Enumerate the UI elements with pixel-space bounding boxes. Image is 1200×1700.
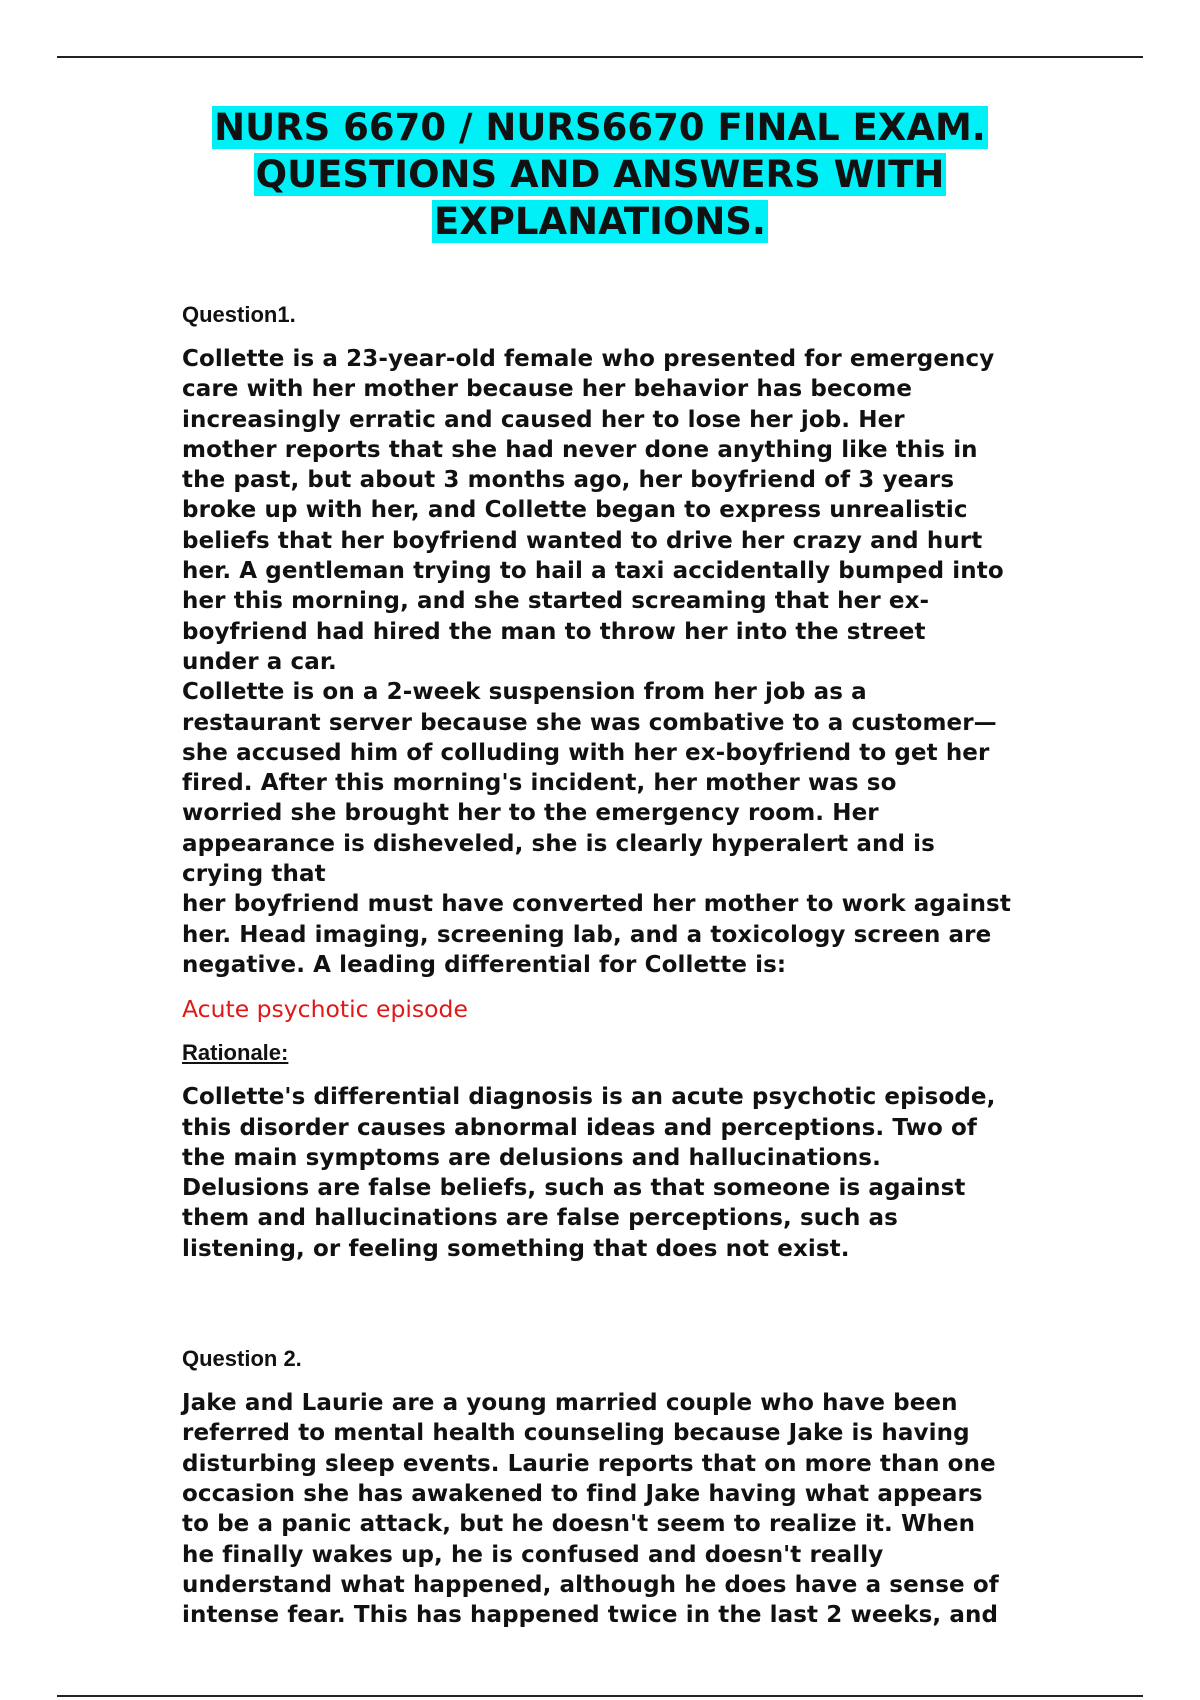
question-1-stem-part-2: Collette is on a 2-week suspension from her job as a restaurant server because she was combative to a customer— she accused him of colluding with her ex-boyfriend to get her fired. After this morning's incident, her mother was so worried she brought her to the emergency room. Her appearance is disheveled, she is clearly hyperalert and is crying that bbox=[182, 679, 997, 888]
question-1-label: Question1. bbox=[182, 302, 296, 327]
question-1-rationale: Collette's differential diagnosis is an acute psychotic episode, this disorder causes abnormal ideas and perceptions. Two of the main symptoms are delusions and hallucinations. Delusions are false beliefs, such as that someone is against them and hallucinations are false perceptions, such as listening, or feeling something that does not exist. bbox=[182, 1084, 996, 1262]
question-1-rationale-label: Rationale: bbox=[182, 1040, 289, 1066]
document-title bbox=[150, 104, 1050, 245]
title-line-3: EXPLANATIONS. bbox=[434, 200, 766, 243]
footer-rule bbox=[57, 1695, 1143, 1697]
section-spacer bbox=[182, 1264, 1062, 1344]
document-body bbox=[182, 300, 1062, 1630]
title-line-2: QUESTIONS AND ANSWERS WITH bbox=[255, 153, 945, 196]
question-1-stem-part-3: her boyfriend must have converted her mother to work against her. Head imaging, screening lab, and a toxicology screen are negative. A leading differential for Collette is: bbox=[182, 891, 1011, 978]
question-2-label: Question 2. bbox=[182, 1346, 302, 1372]
question-1-answer: Acute psychotic episode bbox=[182, 995, 468, 1024]
question-1-stem-part-1: Collette is a 23-year-old female who presented for emergency care with her mother because her behavior has become increasingly erratic and caused her to lose her job. Her mother reports that she had never done anything like this in the past, but about 3 months ago, her boyfriend of 3 years broke up with her, and Collette began to express unrealistic beliefs that her boyfriend wanted to drive her crazy and hurt her. A gentleman trying to hail a taxi accidentally bumped into her this morning, and she started screaming that her ex- boyfriend had hired the man to throw her into the street under a car. bbox=[182, 346, 1004, 675]
header-rule bbox=[57, 56, 1143, 58]
question-2-stem: Jake and Laurie are a young married couple who have been referred to mental health counseling because Jake is having disturbing sleep events. Laurie reports that on more than one occasion she has awakened to find Jake having what appears to be a panic attack, but he doesn't seem to realize it. When he finally wakes up, he is confused and doesn't really understand what happened, although he does have a sense of intense fear. This has happened twice in the last 2 weeks, and bbox=[182, 1390, 999, 1629]
title-line-1: NURS 6670 / NURS6670 FINAL EXAM. bbox=[214, 106, 986, 149]
